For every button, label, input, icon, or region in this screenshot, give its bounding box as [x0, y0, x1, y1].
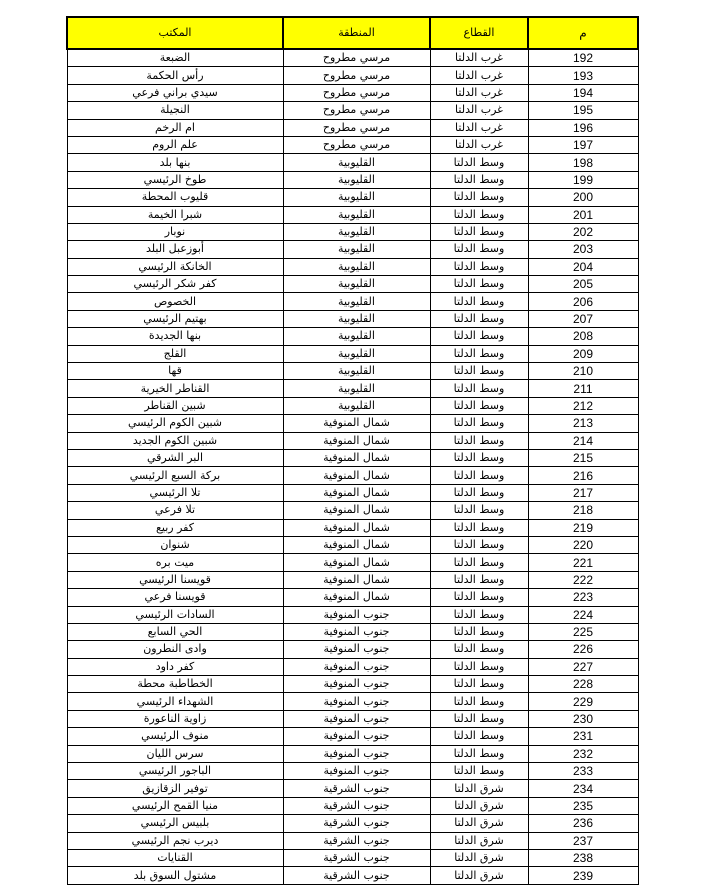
row-office: بركة السبع الرئيسي — [67, 467, 283, 484]
row-region: جنوب المنوفية — [283, 763, 430, 780]
table-row — [67, 310, 638, 327]
row-region: جنوب المنوفية — [283, 676, 430, 693]
row-office: توفير الزقازيق — [67, 780, 283, 797]
row-sector: شرق الدلتا — [430, 815, 528, 832]
row-office: طوخ الرئيسي — [67, 171, 283, 188]
row-office: البر الشرقي — [67, 449, 283, 466]
row-number: 196 — [528, 119, 638, 136]
row-region: القليوبية — [283, 380, 430, 397]
row-region: شمال المنوفية — [283, 449, 430, 466]
row-office: شبين الكوم الجديد — [67, 432, 283, 449]
row-number: 223 — [528, 589, 638, 606]
header-row — [67, 17, 638, 49]
row-number: 227 — [528, 658, 638, 675]
row-sector: غرب الدلتا — [430, 67, 528, 84]
table-row — [67, 449, 638, 466]
row-office: بلبيس الرئيسي — [67, 815, 283, 832]
row-number: 212 — [528, 397, 638, 414]
table-row — [67, 380, 638, 397]
row-region: شمال المنوفية — [283, 415, 430, 432]
row-number: 210 — [528, 363, 638, 380]
table-row — [67, 223, 638, 240]
row-office: بهتيم الرئيسي — [67, 310, 283, 327]
row-number: 220 — [528, 536, 638, 553]
row-number: 222 — [528, 571, 638, 588]
row-number: 217 — [528, 484, 638, 501]
row-region: القليوبية — [283, 223, 430, 240]
row-office: شبين القناطر — [67, 397, 283, 414]
row-sector: وسط الدلتا — [430, 310, 528, 327]
row-sector: وسط الدلتا — [430, 745, 528, 762]
row-region: القليوبية — [283, 310, 430, 327]
table-row — [67, 241, 638, 258]
row-region: القليوبية — [283, 397, 430, 414]
row-office: الخصوص — [67, 293, 283, 310]
row-number: 233 — [528, 763, 638, 780]
row-sector: وسط الدلتا — [430, 223, 528, 240]
row-number: 234 — [528, 780, 638, 797]
row-region: القليوبية — [283, 328, 430, 345]
table-row — [67, 519, 638, 536]
row-office: تلا الرئيسي — [67, 484, 283, 501]
row-sector: وسط الدلتا — [430, 571, 528, 588]
table-row — [67, 536, 638, 553]
table-row — [67, 606, 638, 623]
table-row — [67, 206, 638, 223]
row-region: جنوب الشرقية — [283, 832, 430, 849]
row-sector: وسط الدلتا — [430, 589, 528, 606]
row-number: 230 — [528, 710, 638, 727]
header-num: م — [528, 17, 638, 49]
row-number: 203 — [528, 241, 638, 258]
row-sector: وسط الدلتا — [430, 728, 528, 745]
table-row — [67, 623, 638, 640]
header-region: المنطقة — [283, 17, 430, 49]
row-sector: وسط الدلتا — [430, 241, 528, 258]
row-sector: شرق الدلتا — [430, 780, 528, 797]
row-office: ديرب نجم الرئيسي — [67, 832, 283, 849]
row-office: علم الروم — [67, 136, 283, 153]
table-row — [67, 276, 638, 293]
table-row — [67, 589, 638, 606]
row-number: 214 — [528, 432, 638, 449]
row-office: وادى النطرون — [67, 641, 283, 658]
row-region: مرسي مطروح — [283, 67, 430, 84]
row-region: مرسي مطروح — [283, 119, 430, 136]
table-row — [67, 710, 638, 727]
table-row — [67, 67, 638, 84]
row-number: 225 — [528, 623, 638, 640]
row-sector: وسط الدلتا — [430, 536, 528, 553]
row-number: 215 — [528, 449, 638, 466]
row-number: 229 — [528, 693, 638, 710]
spreadsheet — [66, 16, 631, 885]
row-sector: وسط الدلتا — [430, 276, 528, 293]
row-sector: وسط الدلتا — [430, 484, 528, 501]
row-sector: وسط الدلتا — [430, 606, 528, 623]
table-row — [67, 658, 638, 675]
row-number: 192 — [528, 49, 638, 67]
row-office: القناطر الخيرية — [67, 380, 283, 397]
row-number: 198 — [528, 154, 638, 171]
table-row — [67, 502, 638, 519]
row-region: القليوبية — [283, 206, 430, 223]
row-sector: وسط الدلتا — [430, 415, 528, 432]
table-row — [67, 136, 638, 153]
row-number: 208 — [528, 328, 638, 345]
row-number: 207 — [528, 310, 638, 327]
row-office: السادات الرئيسي — [67, 606, 283, 623]
table-row — [67, 780, 638, 797]
row-office: سيدي براني فرعي — [67, 84, 283, 101]
row-region: القليوبية — [283, 276, 430, 293]
row-sector: وسط الدلتا — [430, 293, 528, 310]
row-region: القليوبية — [283, 241, 430, 258]
row-sector: وسط الدلتا — [430, 676, 528, 693]
row-region: القليوبية — [283, 363, 430, 380]
row-sector: غرب الدلتا — [430, 136, 528, 153]
row-office: قويسنا فرعي — [67, 589, 283, 606]
row-number: 237 — [528, 832, 638, 849]
row-region: مرسي مطروح — [283, 84, 430, 101]
row-sector: وسط الدلتا — [430, 519, 528, 536]
row-region: جنوب الشرقية — [283, 867, 430, 884]
table-row — [67, 363, 638, 380]
row-region: القليوبية — [283, 293, 430, 310]
row-number: 218 — [528, 502, 638, 519]
row-number: 228 — [528, 676, 638, 693]
row-office: الحي السابع — [67, 623, 283, 640]
row-office: بنها الجديدة — [67, 328, 283, 345]
table-row — [67, 693, 638, 710]
table-row — [67, 676, 638, 693]
row-region: القليوبية — [283, 171, 430, 188]
row-number: 211 — [528, 380, 638, 397]
table-row — [67, 797, 638, 814]
row-office: بنها بلد — [67, 154, 283, 171]
row-sector: وسط الدلتا — [430, 449, 528, 466]
row-number: 201 — [528, 206, 638, 223]
row-sector: وسط الدلتا — [430, 502, 528, 519]
row-sector: وسط الدلتا — [430, 206, 528, 223]
table-row — [67, 867, 638, 884]
row-sector: وسط الدلتا — [430, 432, 528, 449]
row-region: شمال المنوفية — [283, 519, 430, 536]
row-number: 231 — [528, 728, 638, 745]
row-region: جنوب المنوفية — [283, 745, 430, 762]
row-sector: وسط الدلتا — [430, 171, 528, 188]
table-row — [67, 119, 638, 136]
row-region: جنوب المنوفية — [283, 623, 430, 640]
row-office: الباجور الرئيسي — [67, 763, 283, 780]
table-row — [67, 328, 638, 345]
row-region: جنوب المنوفية — [283, 693, 430, 710]
row-sector: وسط الدلتا — [430, 189, 528, 206]
row-number: 197 — [528, 136, 638, 153]
row-region: شمال المنوفية — [283, 536, 430, 553]
row-number: 226 — [528, 641, 638, 658]
table-row — [67, 432, 638, 449]
row-region: جنوب المنوفية — [283, 641, 430, 658]
header-sector: القطاع — [430, 17, 528, 49]
table-row — [67, 815, 638, 832]
row-office: القلج — [67, 345, 283, 362]
row-office: شبين الكوم الرئيسي — [67, 415, 283, 432]
row-sector: وسط الدلتا — [430, 258, 528, 275]
row-office: زاوية الناعورة — [67, 710, 283, 727]
row-sector: وسط الدلتا — [430, 363, 528, 380]
row-sector: شرق الدلتا — [430, 797, 528, 814]
offices-table — [66, 16, 639, 885]
row-sector: شرق الدلتا — [430, 867, 528, 884]
row-number: 199 — [528, 171, 638, 188]
row-office: الخانكة الرئيسي — [67, 258, 283, 275]
row-region: جنوب الشرقية — [283, 797, 430, 814]
row-sector: وسط الدلتا — [430, 380, 528, 397]
row-number: 205 — [528, 276, 638, 293]
table-row — [67, 554, 638, 571]
row-sector: غرب الدلتا — [430, 102, 528, 119]
row-region: القليوبية — [283, 154, 430, 171]
row-number: 204 — [528, 258, 638, 275]
row-region: جنوب المنوفية — [283, 606, 430, 623]
table-row — [67, 293, 638, 310]
row-office: تلا فرعي — [67, 502, 283, 519]
row-sector: وسط الدلتا — [430, 328, 528, 345]
row-number: 202 — [528, 223, 638, 240]
row-sector: شرق الدلتا — [430, 832, 528, 849]
row-sector: وسط الدلتا — [430, 763, 528, 780]
table-row — [67, 49, 638, 67]
row-office: كفر داود — [67, 658, 283, 675]
row-region: شمال المنوفية — [283, 484, 430, 501]
row-office: قويسنا الرئيسي — [67, 571, 283, 588]
row-office: قليوب المحطة — [67, 189, 283, 206]
row-sector: وسط الدلتا — [430, 693, 528, 710]
table-row — [67, 484, 638, 501]
row-sector: وسط الدلتا — [430, 623, 528, 640]
row-sector: وسط الدلتا — [430, 658, 528, 675]
row-region: جنوب المنوفية — [283, 728, 430, 745]
table-row — [67, 728, 638, 745]
row-number: 194 — [528, 84, 638, 101]
row-sector: غرب الدلتا — [430, 49, 528, 67]
table-row — [67, 763, 638, 780]
row-sector: وسط الدلتا — [430, 710, 528, 727]
row-number: 238 — [528, 849, 638, 866]
row-sector: وسط الدلتا — [430, 397, 528, 414]
row-office: الضبعة — [67, 49, 283, 67]
table-body — [67, 49, 638, 884]
row-sector: وسط الدلتا — [430, 154, 528, 171]
table-row — [67, 84, 638, 101]
row-office: شنوان — [67, 536, 283, 553]
row-region: مرسي مطروح — [283, 136, 430, 153]
table-row — [67, 171, 638, 188]
row-office: القنايات — [67, 849, 283, 866]
row-number: 216 — [528, 467, 638, 484]
row-office: الشهداء الرئيسي — [67, 693, 283, 710]
row-number: 239 — [528, 867, 638, 884]
row-office: منيا القمح الرئيسي — [67, 797, 283, 814]
row-number: 235 — [528, 797, 638, 814]
row-office: ميت بره — [67, 554, 283, 571]
row-sector: وسط الدلتا — [430, 554, 528, 571]
row-number: 206 — [528, 293, 638, 310]
table-row — [67, 397, 638, 414]
table-row — [67, 571, 638, 588]
row-region: مرسي مطروح — [283, 102, 430, 119]
row-office: أبوزعبل البلد — [67, 241, 283, 258]
table-row — [67, 849, 638, 866]
row-number: 219 — [528, 519, 638, 536]
row-region: القليوبية — [283, 189, 430, 206]
row-region: جنوب الشرقية — [283, 849, 430, 866]
table-row — [67, 832, 638, 849]
row-office: كفر ربيع — [67, 519, 283, 536]
table-row — [67, 745, 638, 762]
row-region: شمال المنوفية — [283, 432, 430, 449]
row-region: القليوبية — [283, 345, 430, 362]
row-office: منوف الرئيسي — [67, 728, 283, 745]
row-region: جنوب الشرقية — [283, 780, 430, 797]
row-office: سرس الليان — [67, 745, 283, 762]
row-sector: وسط الدلتا — [430, 641, 528, 658]
row-region: شمال المنوفية — [283, 589, 430, 606]
row-region: شمال المنوفية — [283, 502, 430, 519]
table-row — [67, 154, 638, 171]
table-row — [67, 415, 638, 432]
row-sector: غرب الدلتا — [430, 119, 528, 136]
row-office: مشتول السوق بلد — [67, 867, 283, 884]
row-number: 232 — [528, 745, 638, 762]
row-region: جنوب المنوفية — [283, 658, 430, 675]
table-row — [67, 467, 638, 484]
row-region: جنوب المنوفية — [283, 710, 430, 727]
table-row — [67, 102, 638, 119]
row-office: نوبار — [67, 223, 283, 240]
row-region: مرسي مطروح — [283, 49, 430, 67]
table-row — [67, 189, 638, 206]
row-sector: شرق الدلتا — [430, 849, 528, 866]
header-office: المكتب — [67, 17, 283, 49]
row-number: 195 — [528, 102, 638, 119]
row-region: جنوب الشرقية — [283, 815, 430, 832]
row-number: 209 — [528, 345, 638, 362]
row-office: كفر شكر الرئيسي — [67, 276, 283, 293]
row-region: القليوبية — [283, 258, 430, 275]
row-office: رأس الحكمة — [67, 67, 283, 84]
row-number: 213 — [528, 415, 638, 432]
row-office: قها — [67, 363, 283, 380]
row-number: 200 — [528, 189, 638, 206]
row-number: 221 — [528, 554, 638, 571]
row-sector: غرب الدلتا — [430, 84, 528, 101]
row-number: 224 — [528, 606, 638, 623]
table-row — [67, 641, 638, 658]
row-region: شمال المنوفية — [283, 571, 430, 588]
row-office: شبرا الخيمة — [67, 206, 283, 223]
row-office: النجيلة — [67, 102, 283, 119]
row-region: شمال المنوفية — [283, 467, 430, 484]
row-number: 236 — [528, 815, 638, 832]
row-office: الخطاطبة محطة — [67, 676, 283, 693]
table-row — [67, 258, 638, 275]
row-number: 193 — [528, 67, 638, 84]
table-row — [67, 345, 638, 362]
row-region: شمال المنوفية — [283, 554, 430, 571]
row-sector: وسط الدلتا — [430, 345, 528, 362]
row-sector: وسط الدلتا — [430, 467, 528, 484]
row-office: ام الرخم — [67, 119, 283, 136]
